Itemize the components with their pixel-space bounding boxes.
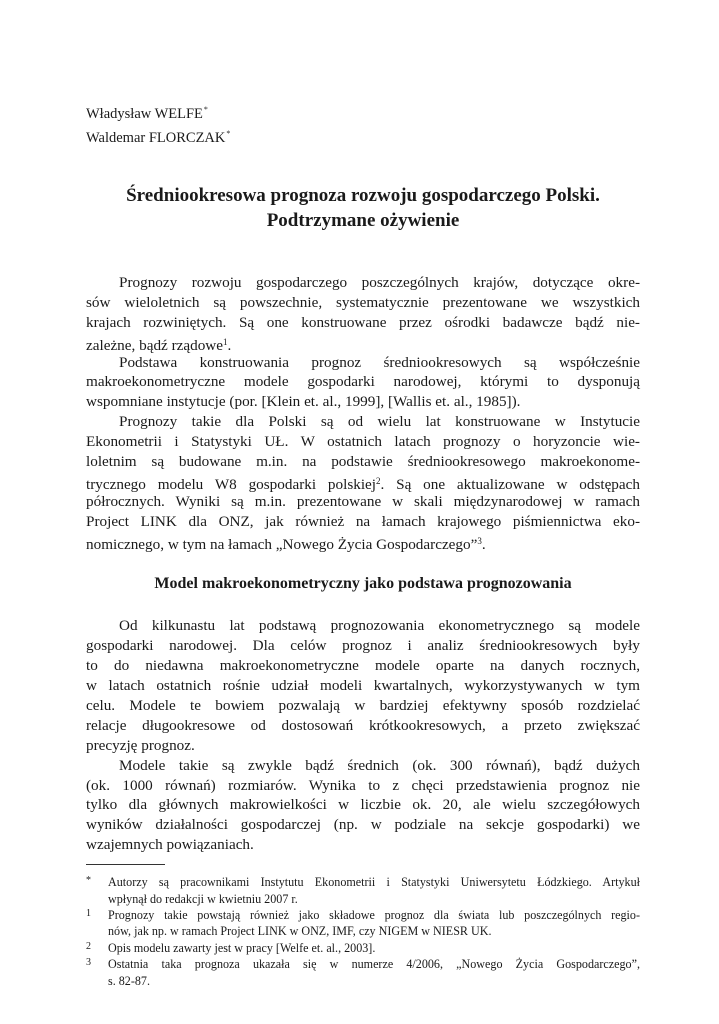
author-footnote-mark: * (226, 129, 231, 138)
text-line: Prognozy takie dla Polski są od wielu lat konstruowane w Instytucie (119, 413, 640, 431)
article-title (86, 183, 640, 233)
paragraph-intro-1 (86, 273, 640, 353)
text-line: trycznego modelu W8 gospodarki polskiej$^2$. Są one aktualizowane w odstępach (86, 475, 640, 493)
author-footnote-mark: * (203, 105, 208, 114)
paragraph-section-2 (86, 756, 640, 855)
text-line: zależne, bądź rządowe$^1$. (86, 336, 232, 354)
text-line: loletnim są budowane m.in. na podstawie średniookresowego makroekonome- (86, 453, 640, 471)
article-body (86, 273, 640, 855)
text-line: relacje długookresowe od dostosowań krótkookresowych, a przeto zwiększać (86, 716, 640, 734)
text-line: celu. Modele te bowiem pozwalają w bardziej efektywny sposób rozdzielać (86, 697, 640, 715)
footnote (86, 874, 640, 907)
footnote-line: Ostatnia taka prognoza ukazała się w numerze 4/2006, „Nowego Życia Gospodarczego”, (108, 957, 640, 972)
footnote-ref: 3 (477, 535, 482, 546)
text-line: Podstawa konstruowania prognoz średniookresowych są współcześnie (119, 353, 640, 371)
text-line: (ok. 1000 równań) rozmiarów. Wynika to z chęci przedstawienia prognoz nie (86, 776, 640, 794)
footnote-mark: * (86, 875, 91, 887)
author-1: Władysław WELFE* (86, 105, 208, 122)
footnote-mark: 2 (86, 940, 91, 952)
footnote-line: wpłynął do redakcji w kwietniu 2007 r. (108, 891, 298, 906)
text-line: Project LINK dla ONZ, jak również na łamach krajowego piśmiennictwa eko- (86, 512, 640, 530)
text-line: makroekonometryczne modele gospodarki narodowej, którymi to dysponują (86, 373, 640, 391)
footnote-line: Prognozy takie powstają również jako składowe prognoz dla świata lub poszczególnych regio- (108, 907, 640, 922)
footnote-divider (86, 864, 165, 865)
text-line: krajach rozwiniętych. Są one konstruowane przez ośrodki badawcze bądź nie- (86, 313, 640, 331)
text-line: gospodarki narodowej. Dla celów prognoz i analiz średniookresowych były (86, 637, 640, 655)
footnote-mark: 3 (86, 957, 91, 969)
text-line: tylko dla głównych makrowielkości w liczbie ok. 20, ale wielu szczegółowych (86, 796, 640, 814)
text-line: półrocznych. Wyniki są m.in. prezentowane w skali międzynarodowej w ramach (86, 492, 640, 510)
footnote (86, 907, 640, 940)
text-line: wyników działalności gospodarczej (np. w podziale na sekcje gospodarki) we (86, 816, 640, 834)
text-line: to do niedawna makroekonometryczne modele oparte na danych rocznych, (86, 657, 640, 675)
paragraph-intro-2 (86, 353, 640, 413)
footnote-line: Opis modelu zawarty jest w pracy [Welfe et. al., 2003]. (108, 940, 376, 955)
text-line: wspomniane instytucje (por. [Klein et. al., 1999], [Wallis et. al., 1985]). (86, 393, 521, 411)
footnote (86, 940, 640, 956)
text-line: Modele takie są zwykle bądź średnich (ok. 300 równań), bądź dużych (119, 756, 640, 774)
footnote-mark: 1 (86, 907, 91, 919)
authors (86, 100, 640, 148)
author-2: Waldemar FLORCZAK* (86, 129, 231, 146)
text-line: precyzję prognoz. (86, 736, 195, 754)
text-line: Ekonometrii i Statystyki UŁ. W ostatnich latach prognozy o horyzoncie wie- (86, 433, 640, 451)
section-heading: Model makroekonometryczny jako podstawa prognozowania (154, 575, 572, 593)
footnote-line: nów, jak np. w ramach Project LINK w ONZ, IMF, czy NIGEM w NIESR UK. (108, 924, 492, 939)
footnotes (86, 874, 640, 989)
paragraph-section-1 (86, 616, 640, 755)
footnote (86, 956, 640, 989)
footnote-ref: 2 (376, 475, 381, 486)
footnote-ref: 1 (223, 336, 228, 347)
text-line: Od kilkunastu lat podstawą prognozowania ekonometrycznego są modele (119, 617, 640, 635)
title-line: Podtrzymane ożywienie (266, 210, 460, 231)
title-line: Średniookresowa prognoza rozwoju gospodarczego Polski. (126, 185, 600, 206)
text-line: wzajemnych powiązaniach. (86, 836, 254, 854)
text-line: w latach ostatnich rośnie udział modeli kwartalnych, wykorzystywanych w tym (86, 677, 640, 695)
paragraph-intro-3 (86, 412, 640, 551)
text-line: sów wieloletnich są powszechnie, systematycznie prezentowane we wszystkich (86, 293, 640, 311)
footnote-line: s. 82-87. (108, 973, 150, 988)
footnote-line: Autorzy są pracownikami Instytutu Ekonometrii i Statystyki Uniwersytetu Łódzkiego. Artykuł (108, 875, 640, 890)
page (86, 100, 640, 989)
text-line: Prognozy rozwoju gospodarczego poszczególnych krajów, dotyczące okre- (119, 274, 640, 291)
text-line: nomicznego, w tym na łamach „Nowego Życia Gospodarczego”$^3$. (86, 535, 486, 553)
